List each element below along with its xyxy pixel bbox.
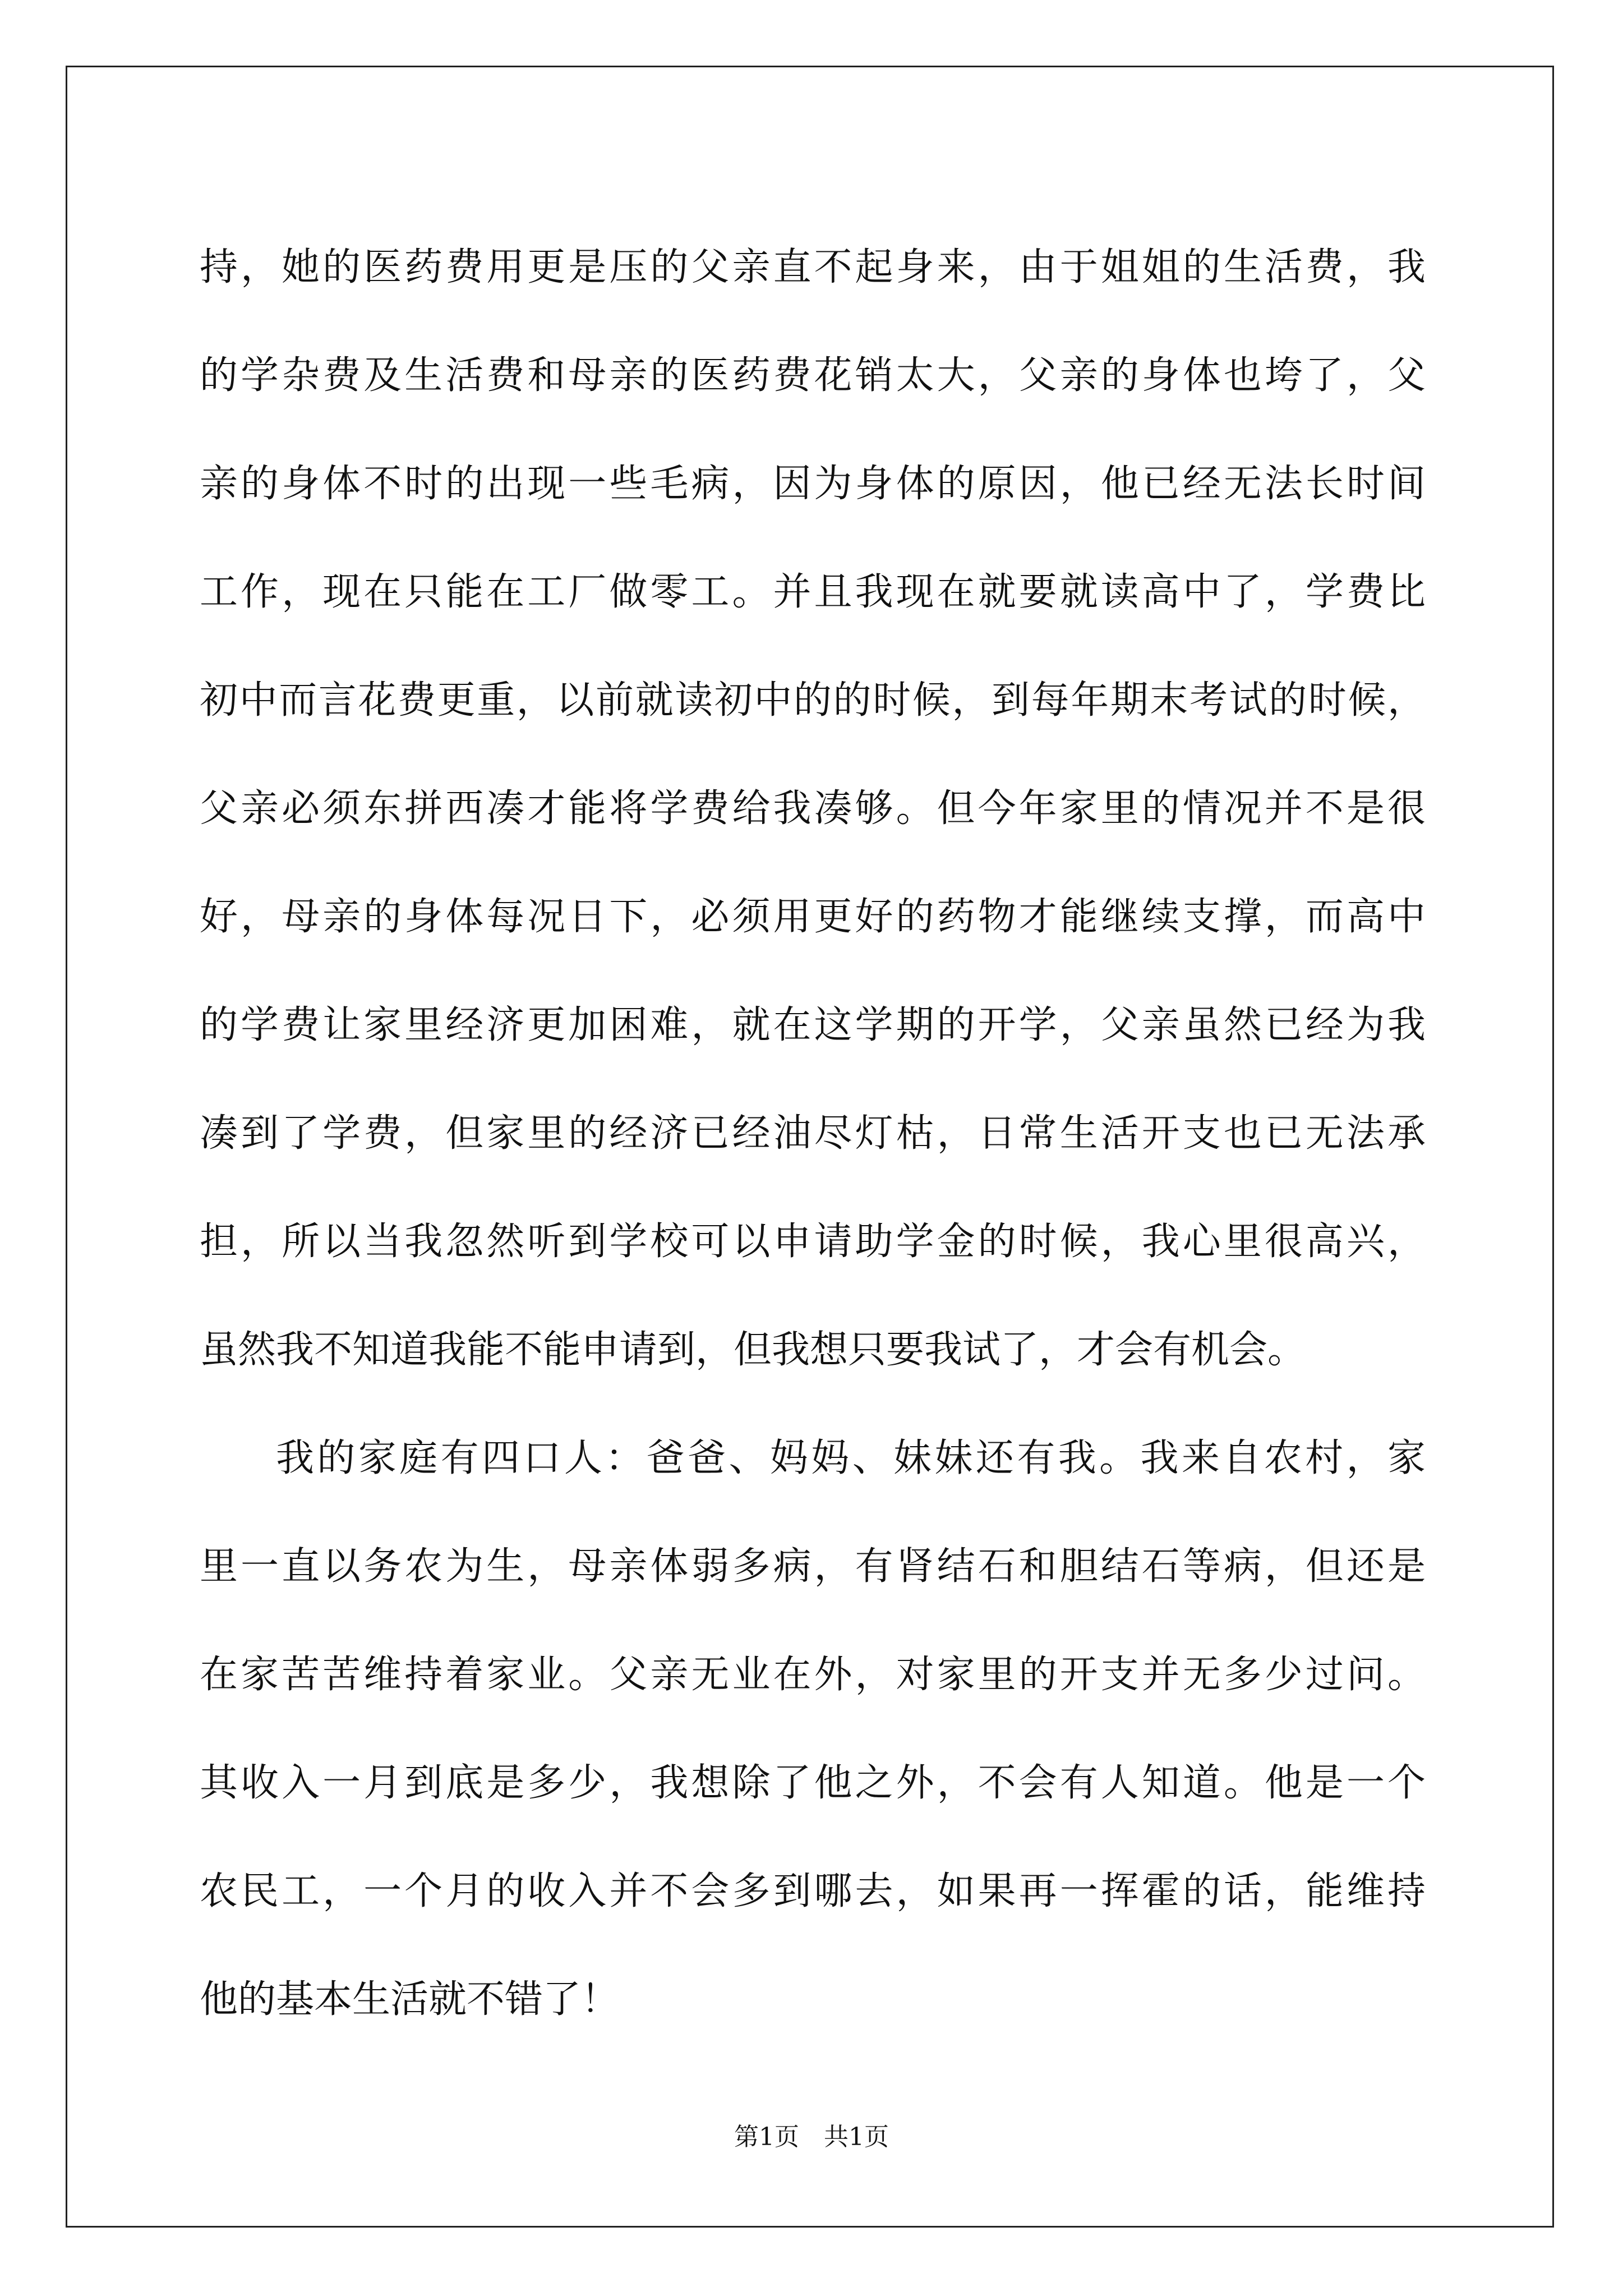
document-body — [200, 213, 1426, 2054]
text-line: 初中而言花费更重，以前就读初中的的时候，到每年期末考试的时候， — [200, 678, 1426, 723]
text-line: 在家苦苦维持着家业。父亲无业在外，对家里的开支并无多少过问。 — [200, 1653, 1426, 1697]
text-line: 亲的身体不时的出现一些毛病，因为身体的原因，他已经无法长时间 — [200, 462, 1426, 506]
text-line: 农民工，一个月的收入并不会多到哪去，如果再一挥霍的话，能维持 — [200, 1869, 1426, 1913]
text-line: 凑到了学费，但家里的经济已经油尽灯枯，日常生活开支也已无法承 — [200, 1111, 1426, 1156]
page-total: 共1页 — [824, 2123, 889, 2151]
text-line: 其收入一月到底是多少，我想除了他之外，不会有人知道。他是一个 — [200, 1761, 1426, 1805]
text-line: 父亲必须东拼西凑才能将学费给我凑够。但今年家里的情况并不是很 — [200, 786, 1426, 831]
text-line: 持，她的医药费用更是压的父亲直不起身来，由于姐姐的生活费，我 — [200, 245, 1426, 289]
text-line: 担，所以当我忽然听到学校可以申请助学金的时候，我心里很高兴， — [200, 1220, 1426, 1264]
text-line: 虽然我不知道我能不能申请到，但我想只要我试了，才会有机会。 — [200, 1328, 1306, 1372]
text-line: 好，母亲的身体每况日下，必须用更好的药物才能继续支撑，而高中 — [200, 895, 1426, 939]
text-line: 他的基本生活就不错了！ — [200, 1977, 620, 2022]
text-line: 里一直以务农为生，母亲体弱多病，有肾结石和胆结石等病，但还是 — [200, 1544, 1426, 1589]
text-line: 我的家庭有四口人：爸爸、妈妈、妹妹还有我。我来自农村，家 — [276, 1436, 1426, 1480]
text-line: 的学费让家里经济更加困难，就在这学期的开学，父亲虽然已经为我 — [200, 1003, 1426, 1047]
page-number: 第1页 — [734, 2123, 799, 2151]
text-line: 工作，现在只能在工厂做零工。并且我现在就要就读高中了，学费比 — [200, 570, 1426, 614]
text-line: 的学杂费及生活费和母亲的医药费花销太大，父亲的身体也垮了，父 — [200, 353, 1426, 398]
page-footer — [0, 2120, 1623, 2154]
